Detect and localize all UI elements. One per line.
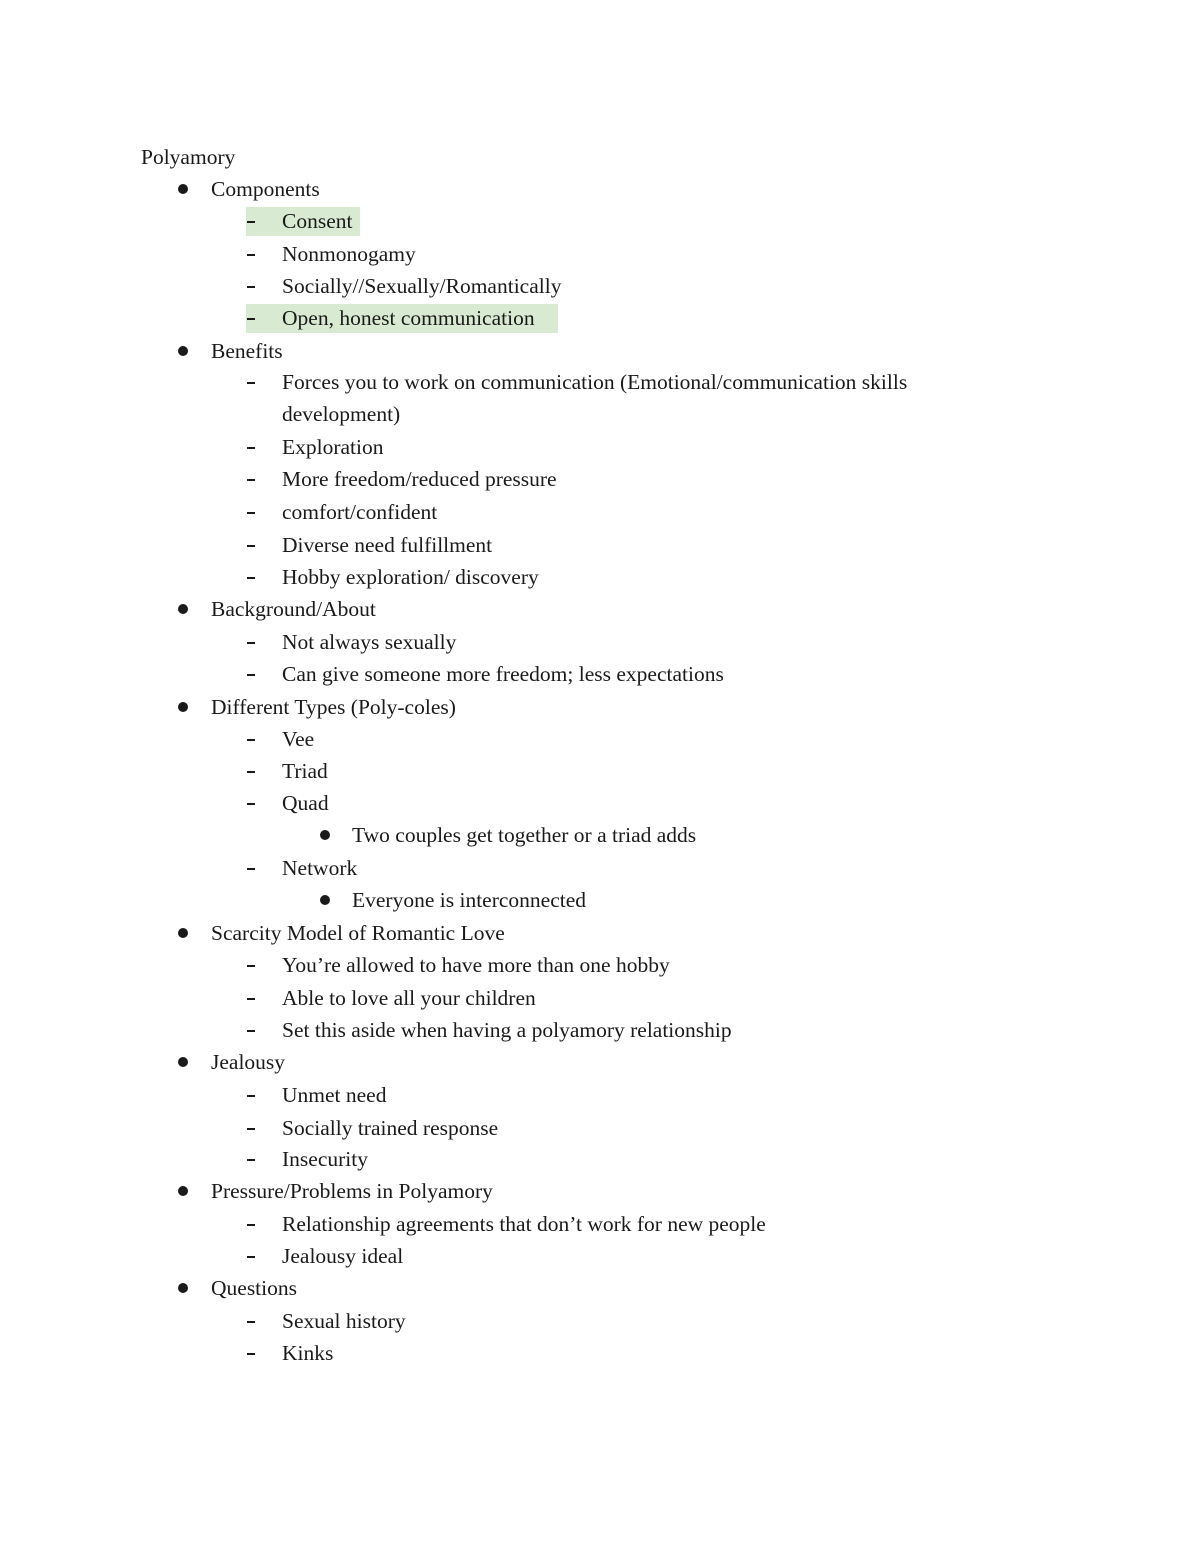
list-item: Quad (282, 791, 329, 815)
dash-icon (247, 965, 255, 967)
list-item: Set this aside when having a polyamory relationship (282, 1018, 732, 1042)
list-item: More freedom/reduced pressure (282, 467, 557, 491)
list-item: Forces you to work on communication (Emotional/communication skills (282, 370, 908, 394)
list-item: Socially trained response (282, 1116, 499, 1140)
dash-icon (247, 1224, 255, 1226)
list-item: Open, honest communication (282, 306, 535, 330)
list-item: Kinks (282, 1341, 334, 1365)
dash-icon (247, 771, 255, 773)
section-heading: Questions (211, 1276, 297, 1300)
list-item: Hobby exploration/ discovery (282, 565, 539, 589)
dash-icon (247, 803, 255, 805)
document-title: Polyamory (141, 145, 236, 169)
sub-list-item: Two couples get together or a triad adds (352, 823, 697, 847)
list-item: Network (282, 856, 358, 880)
bullet-icon (178, 1283, 188, 1293)
section-heading: Scarcity Model of Romantic Love (211, 921, 505, 945)
list-item: Can give someone more freedom; less expectations (282, 662, 724, 686)
bullet-icon (178, 1057, 188, 1067)
bullet-icon (178, 928, 188, 938)
list-item: Nonmonogamy (282, 242, 416, 266)
list-item: Unmet need (282, 1083, 387, 1107)
sub-list-item: Everyone is interconnected (352, 888, 587, 912)
dash-icon (247, 286, 255, 288)
list-item: Socially//Sexually/Romantically (282, 274, 562, 298)
dash-icon (247, 1256, 255, 1258)
bullet-icon (178, 702, 188, 712)
bullet-icon (178, 604, 188, 614)
list-item: You’re allowed to have more than one hobby (282, 953, 670, 977)
list-item: Vee (282, 727, 315, 751)
dash-icon (247, 577, 255, 579)
list-item: comfort/confident (282, 500, 438, 524)
dash-icon (247, 1321, 255, 1323)
section-heading: Components (211, 177, 320, 201)
list-item: Insecurity (282, 1147, 368, 1171)
list-item: Relationship agreements that don’t work for new people (282, 1212, 766, 1236)
list-item: Jealousy ideal (282, 1244, 404, 1268)
section-heading: Pressure/Problems in Polyamory (211, 1179, 493, 1203)
bullet-icon (320, 895, 330, 905)
section-heading: Background/About (211, 597, 376, 621)
dash-icon (247, 868, 255, 870)
list-item: Not always sexually (282, 630, 457, 654)
dash-icon (247, 1353, 255, 1355)
dash-icon (247, 1159, 255, 1161)
dash-icon (247, 382, 255, 384)
dash-icon (247, 739, 255, 741)
section-heading: Benefits (211, 339, 283, 363)
dash-icon (247, 221, 255, 223)
list-item: Sexual history (282, 1309, 406, 1333)
dash-icon (247, 318, 255, 320)
bullet-icon (320, 830, 330, 840)
dash-icon (247, 1095, 255, 1097)
dash-icon (247, 998, 255, 1000)
dash-icon (247, 447, 255, 449)
dash-icon (247, 512, 255, 514)
list-item: Consent (282, 209, 353, 233)
dash-icon (247, 674, 255, 676)
list-item: Able to love all your children (282, 986, 536, 1010)
bullet-icon (178, 184, 188, 194)
section-heading: Different Types (Poly-coles) (211, 695, 456, 719)
dash-icon (247, 254, 255, 256)
bullet-icon (178, 346, 188, 356)
section-heading: Jealousy (211, 1050, 286, 1074)
dash-icon (247, 479, 255, 481)
list-item-continuation: development) (282, 402, 401, 426)
dash-icon (247, 545, 255, 547)
list-item: Diverse need fulfillment (282, 533, 493, 557)
dash-icon (247, 1030, 255, 1032)
dash-icon (247, 642, 255, 644)
dash-icon (247, 1128, 255, 1130)
bullet-icon (178, 1186, 188, 1196)
list-item: Exploration (282, 435, 384, 459)
list-item: Triad (282, 759, 328, 783)
